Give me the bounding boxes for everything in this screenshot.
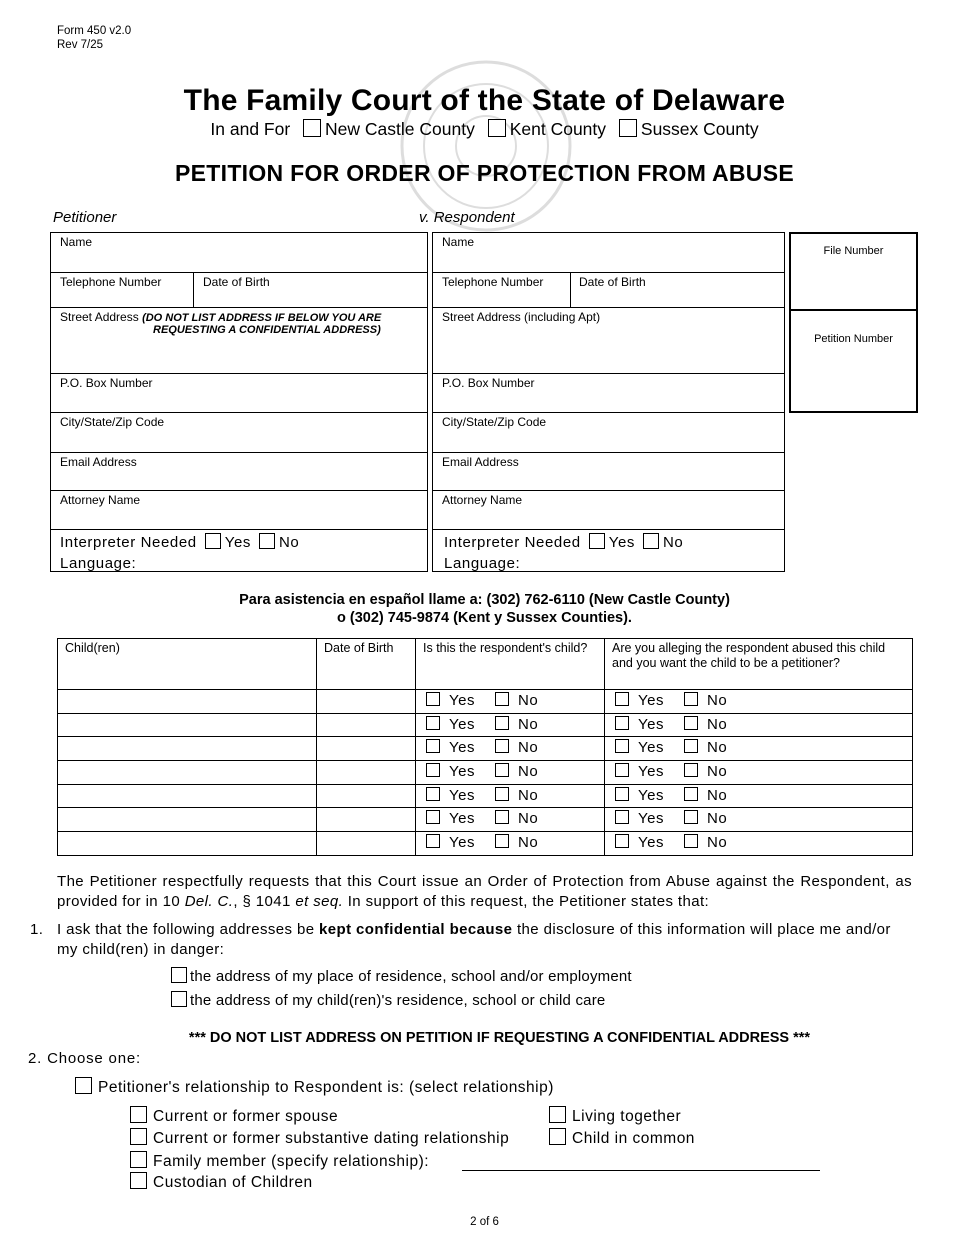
- divider: [791, 309, 916, 311]
- yes-label: Yes: [449, 715, 475, 733]
- respondent-city-field[interactable]: [433, 413, 784, 453]
- alleging-abuse-yes-checkbox[interactable]: [615, 716, 629, 730]
- respondents-child-no-checkbox[interactable]: [495, 763, 509, 777]
- in-and-for-label: In and For: [210, 119, 291, 139]
- petitioner-dob-label[interactable]: Date of Birth: [203, 275, 270, 289]
- alleging-abuse-cell: [605, 832, 913, 856]
- table-row: [58, 761, 913, 785]
- spanish-line-2: o (302) 745-9874 (Kent y Sussex Counties).: [337, 610, 632, 626]
- item-1-number: 1.: [30, 921, 44, 938]
- child-dob-cell[interactable]: [317, 761, 416, 785]
- item-1-text-after: the disclosure of this information will place me and/or my child(ren) in danger:: [57, 921, 891, 958]
- alleging-abuse-cell: [605, 784, 913, 808]
- petitioner-language-label[interactable]: Language:: [60, 555, 137, 572]
- yes-label: Yes: [638, 739, 664, 757]
- respondent-interpreter-row: [433, 530, 784, 573]
- county-selection: [0, 119, 969, 140]
- yes-label: Yes: [449, 786, 475, 804]
- sussex-label: Sussex County: [640, 119, 759, 139]
- respondent-info-table: [432, 232, 785, 572]
- new-castle-checkbox[interactable]: [303, 119, 321, 137]
- intro-paragraph: [57, 872, 912, 912]
- respondent-email-label: Email Address: [442, 455, 519, 469]
- alleging-abuse-cell: [605, 690, 913, 714]
- petitioner-phone-dob-row: [51, 273, 427, 308]
- child-name-cell[interactable]: [58, 784, 317, 808]
- respondents-child-yes-checkbox[interactable]: [426, 692, 440, 706]
- col-children: Child(ren): [58, 639, 317, 690]
- confidential-warning: *** DO NOT LIST ADDRESS ON PETITION IF REQUESTING A CONFIDENTIAL ADDRESS ***: [188, 1030, 811, 1046]
- respondent-interpreter: [444, 532, 683, 574]
- rel-living-together: [549, 1108, 681, 1126]
- rel-family-checkbox[interactable]: [130, 1151, 147, 1168]
- petitioner-interpreter-no-checkbox[interactable]: [259, 533, 275, 549]
- respondent-heading: v. Respondent: [419, 209, 515, 226]
- alleging-abuse-no-checkbox[interactable]: [684, 692, 698, 706]
- petition-number-label: Petition Number: [814, 333, 893, 345]
- respondents-child-no-checkbox[interactable]: [495, 810, 509, 824]
- respondents-child-no-checkbox[interactable]: [495, 739, 509, 753]
- petitioner-heading: Petitioner: [53, 209, 117, 226]
- form-number: Form 450 v2.0: [57, 25, 132, 37]
- table-row: [58, 713, 913, 737]
- petitioner-interpreter-row: [51, 530, 427, 573]
- alleging-abuse-no-checkbox[interactable]: [684, 763, 698, 777]
- petitioner-city-label: City/State/Zip Code: [60, 415, 165, 429]
- rel-child-in-common-label: Child in common: [572, 1130, 695, 1147]
- rel-family: [130, 1153, 429, 1171]
- relationship-checkbox[interactable]: [75, 1077, 92, 1094]
- table-row: [58, 808, 913, 832]
- respondents-child-no-checkbox[interactable]: [495, 716, 509, 730]
- col-dob: Date of Birth: [317, 639, 416, 690]
- intro-text-2: , § 1041: [233, 893, 296, 910]
- no-label: No: [706, 834, 728, 852]
- respondents-child-yes-checkbox[interactable]: [426, 716, 440, 730]
- confidential-child-option: [171, 992, 605, 1009]
- respondents-child-no-checkbox[interactable]: [495, 692, 509, 706]
- no-label: No: [517, 763, 539, 781]
- alleging-abuse-no-checkbox[interactable]: [684, 810, 698, 824]
- respondents-child-yes-checkbox[interactable]: [426, 763, 440, 777]
- no-label: No: [517, 786, 539, 804]
- respondent-po-box-label: P.O. Box Number: [442, 376, 535, 390]
- spanish-line-1: Para asistencia en español llame a: (302) 762-6110 (New Castle County): [239, 592, 730, 608]
- rel-custodian-checkbox[interactable]: [130, 1172, 147, 1189]
- respondent-name-field[interactable]: [433, 233, 784, 273]
- court-use-box: [789, 232, 918, 413]
- no-label: No: [517, 834, 539, 852]
- petitioner-city-field[interactable]: [51, 413, 427, 453]
- sussex-checkbox[interactable]: [619, 119, 637, 137]
- table-row: [58, 737, 913, 761]
- petitioner-po-box-field[interactable]: [51, 374, 427, 413]
- rel-spouse-label: Current or former spouse: [153, 1108, 339, 1125]
- no-label: No: [517, 692, 539, 709]
- child-dob-cell[interactable]: [317, 832, 416, 856]
- rel-living-together-checkbox[interactable]: [549, 1106, 566, 1123]
- petitioner-info-table: [50, 232, 428, 572]
- yes-label: Yes: [449, 810, 475, 828]
- yes-label: Yes: [449, 834, 475, 852]
- child-name-cell[interactable]: [58, 737, 317, 761]
- respondent-phone-dob-row: [433, 273, 784, 308]
- form-revision: Rev 7/25: [57, 39, 104, 51]
- petitioner-email-field[interactable]: [51, 453, 427, 491]
- alleging-abuse-cell: [605, 808, 913, 832]
- form-identifier: [57, 24, 131, 52]
- no-label: No: [663, 534, 684, 551]
- respondent-name-label: Name: [442, 235, 475, 249]
- page-number: 2 of 6: [470, 1216, 499, 1228]
- yes-label: Yes: [449, 739, 475, 757]
- alleging-abuse-no-checkbox[interactable]: [684, 834, 698, 848]
- relationship-option-label: Petitioner's relationship to Respondent is: (select relationship): [98, 1079, 554, 1096]
- respondent-street-label: Street Address (including Apt): [442, 310, 601, 324]
- divider: [193, 273, 194, 307]
- alleging-abuse-cell: [605, 737, 913, 761]
- intro-citation: Del. C.: [184, 893, 234, 910]
- respondent-email-field[interactable]: [433, 453, 784, 491]
- petitioner-phone-label[interactable]: Telephone Number: [60, 275, 162, 289]
- respondent-interpreter-yes-checkbox[interactable]: [589, 533, 605, 549]
- no-label: No: [517, 810, 539, 828]
- family-relationship-line[interactable]: [462, 1170, 820, 1171]
- new-castle-label: New Castle County: [325, 119, 475, 139]
- child-dob-cell[interactable]: [317, 713, 416, 737]
- interpreter-label: Interpreter Needed: [60, 534, 197, 551]
- kent-checkbox[interactable]: [488, 119, 506, 137]
- petitioner-street-label: Street Address (DO NOT LIST ADDRESS IF BELOW YOU ARE: [60, 310, 382, 324]
- yes-label: Yes: [638, 763, 664, 781]
- respondents-child-cell: [416, 784, 605, 808]
- yes-label: Yes: [449, 763, 475, 781]
- alleging-abuse-yes-checkbox[interactable]: [615, 787, 629, 801]
- yes-label: Yes: [224, 534, 251, 551]
- alleging-abuse-yes-checkbox[interactable]: [615, 763, 629, 777]
- alleging-abuse-yes-checkbox[interactable]: [615, 834, 629, 848]
- rel-living-together-label: Living together: [572, 1108, 682, 1125]
- child-dob-cell[interactable]: [317, 784, 416, 808]
- alleging-abuse-no-checkbox[interactable]: [684, 787, 698, 801]
- child-name-cell[interactable]: [58, 808, 317, 832]
- respondent-interpreter-no-checkbox[interactable]: [643, 533, 659, 549]
- no-label: No: [706, 715, 728, 733]
- petitioner-name-field[interactable]: [51, 233, 427, 273]
- divider: [570, 273, 571, 307]
- yes-label: Yes: [608, 534, 635, 551]
- child-dob-cell[interactable]: [317, 690, 416, 714]
- relationship-option: [75, 1079, 554, 1097]
- child-name-cell[interactable]: [58, 832, 317, 856]
- alleging-abuse-cell: [605, 761, 913, 785]
- child-dob-cell[interactable]: [317, 737, 416, 761]
- petitioner-street-warning: REQUESTING A CONFIDENTIAL ADDRESS): [153, 324, 381, 336]
- respondent-dob-label[interactable]: Date of Birth: [579, 275, 646, 289]
- alleging-abuse-no-checkbox[interactable]: [684, 739, 698, 753]
- children-table: [57, 638, 913, 856]
- respondent-attorney-label: Attorney Name: [442, 493, 523, 507]
- item-1-text-before: I ask that the following addresses be: [57, 921, 320, 938]
- respondents-child-cell: [416, 713, 605, 737]
- child-name-cell[interactable]: [58, 690, 317, 714]
- respondents-child-cell: [416, 832, 605, 856]
- petitioner-street-field[interactable]: [51, 308, 427, 374]
- no-label: No: [517, 739, 539, 757]
- no-label: No: [517, 715, 539, 733]
- rel-custodian: [130, 1174, 313, 1192]
- respondent-language-label[interactable]: Language:: [444, 555, 521, 572]
- yes-label: Yes: [638, 786, 664, 804]
- alleging-abuse-yes-checkbox[interactable]: [615, 739, 629, 753]
- respondents-child-yes-checkbox[interactable]: [426, 834, 440, 848]
- col-alleging-abuse: Are you alleging the respondent abused this child and you want the child to be a petitioner?: [605, 639, 913, 690]
- child-name-cell[interactable]: [58, 761, 317, 785]
- intro-text-3: In support of this request, the Petitioner states that:: [343, 893, 710, 910]
- rel-spouse-checkbox[interactable]: [130, 1106, 147, 1123]
- yes-label: Yes: [638, 715, 664, 733]
- no-label: No: [706, 810, 728, 828]
- confidential-residence-option: [171, 968, 632, 985]
- petitioner-email-label: Email Address: [60, 455, 137, 469]
- rel-family-label: Family member (specify relationship):: [153, 1153, 430, 1170]
- rel-child-in-common: [549, 1130, 695, 1148]
- petitioner-attorney-label: Attorney Name: [60, 493, 141, 507]
- item-1-text: [57, 920, 915, 960]
- petitioner-attorney-field[interactable]: [51, 491, 427, 530]
- table-row: [58, 784, 913, 808]
- item-2-label: 2. Choose one:: [28, 1050, 141, 1067]
- confidential-child-label: the address of my child(ren)'s residence, school or child care: [190, 992, 606, 1009]
- alleging-abuse-no-checkbox[interactable]: [684, 716, 698, 730]
- rel-dating: [130, 1130, 509, 1148]
- respondent-phone-label[interactable]: Telephone Number: [442, 275, 544, 289]
- rel-spouse: [130, 1108, 338, 1126]
- alleging-abuse-yes-checkbox[interactable]: [615, 810, 629, 824]
- respondent-city-label: City/State/Zip Code: [442, 415, 547, 429]
- respondents-child-yes-checkbox[interactable]: [426, 810, 440, 824]
- yes-label: Yes: [638, 810, 664, 828]
- respondents-child-cell: [416, 737, 605, 761]
- no-label: No: [706, 739, 728, 757]
- intro-et-seq: et seq.: [295, 893, 344, 910]
- petitioner-name-label: Name: [60, 235, 93, 249]
- no-label: No: [706, 763, 728, 781]
- respondents-child-cell: [416, 808, 605, 832]
- spanish-assistance: [0, 591, 969, 627]
- respondents-child-cell: [416, 690, 605, 714]
- no-label: No: [706, 692, 728, 709]
- no-label: No: [279, 534, 300, 551]
- respondent-po-box-field[interactable]: [433, 374, 784, 413]
- yes-label: Yes: [638, 834, 664, 852]
- child-dob-cell[interactable]: [317, 808, 416, 832]
- alleging-abuse-cell: [605, 713, 913, 737]
- yes-label: Yes: [638, 692, 664, 709]
- rel-dating-label: Current or former substantive dating relationship: [153, 1130, 510, 1147]
- court-title: The Family Court of the State of Delaware: [183, 84, 786, 117]
- respondents-child-cell: [416, 761, 605, 785]
- table-row: [58, 690, 913, 714]
- respondent-street-field[interactable]: [433, 308, 784, 374]
- respondents-child-yes-checkbox[interactable]: [426, 739, 440, 753]
- petition-title: PETITION FOR ORDER OF PROTECTION FROM ABUSE: [175, 160, 794, 186]
- respondent-attorney-field[interactable]: [433, 491, 784, 530]
- confidential-child-checkbox[interactable]: [171, 991, 187, 1007]
- rel-custodian-label: Custodian of Children: [153, 1174, 313, 1191]
- no-label: No: [706, 786, 728, 804]
- table-row: [58, 832, 913, 856]
- rel-dating-checkbox[interactable]: [130, 1128, 147, 1145]
- rel-child-in-common-checkbox[interactable]: [549, 1128, 566, 1145]
- interpreter-label: Interpreter Needed: [444, 534, 581, 551]
- intro-text-1: The Petitioner respectfully requests that this Court issue an Order of Protection from Abuse against the Respondent, as provided for in 10: [57, 873, 912, 910]
- col-respondents-child: Is this the respondent's child?: [416, 639, 605, 690]
- petitioner-po-box-label: P.O. Box Number: [60, 376, 153, 390]
- petitioner-interpreter: [60, 532, 299, 574]
- kent-label: Kent County: [509, 119, 607, 139]
- confidential-residence-checkbox[interactable]: [171, 967, 187, 983]
- respondents-child-no-checkbox[interactable]: [495, 787, 509, 801]
- yes-label: Yes: [449, 692, 475, 709]
- respondents-child-no-checkbox[interactable]: [495, 834, 509, 848]
- children-table-header: [58, 639, 913, 690]
- item-1-bold: kept confidential because: [319, 921, 513, 938]
- confidential-residence-label: the address of my place of residence, school and/or employment: [190, 968, 632, 985]
- petitioner-interpreter-yes-checkbox[interactable]: [205, 533, 221, 549]
- child-name-cell[interactable]: [58, 713, 317, 737]
- file-number-label: File Number: [823, 245, 884, 257]
- respondents-child-yes-checkbox[interactable]: [426, 787, 440, 801]
- alleging-abuse-yes-checkbox[interactable]: [615, 692, 629, 706]
